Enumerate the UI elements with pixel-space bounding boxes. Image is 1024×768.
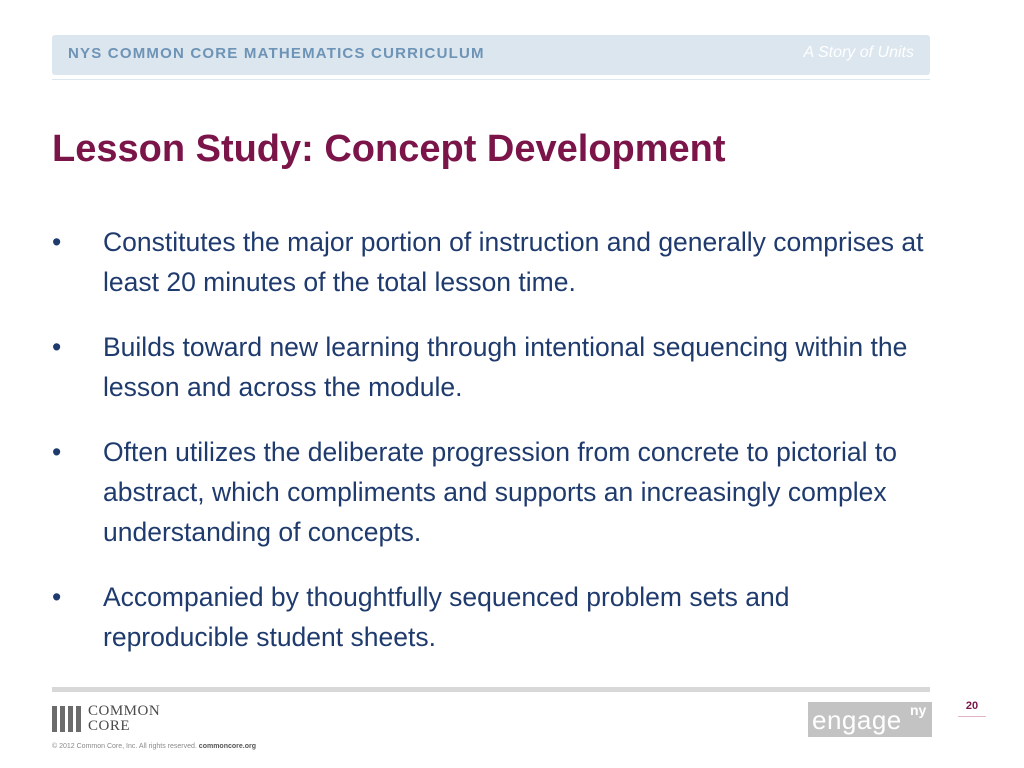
story-label: A Story of Units <box>803 44 914 61</box>
bullet-icon: • <box>52 437 62 467</box>
bullet-text: Builds toward new learning through intentional sequencing within the lesson and across the module. <box>103 332 908 402</box>
bullet-icon: • <box>52 332 62 362</box>
bullet-text: Accompanied by thoughtfully sequenced problem sets and reproducible student sheets. <box>103 582 790 652</box>
copyright-link[interactable]: commoncore.org <box>198 743 256 750</box>
engageny-logo: engage ny <box>808 702 932 737</box>
copyright-notice: © 2012 Common Core, Inc. All rights reserved. commoncore.org <box>52 743 256 750</box>
header-bar <box>52 35 930 75</box>
slide-title: Lesson Study: Concept Development <box>52 128 726 170</box>
bullet-text: Often utilizes the deliberate progression from concrete to pictorial to abstract, which compliments and supports an increasingly complex understanding of concepts. <box>103 437 897 547</box>
bullet-item <box>52 577 932 657</box>
bullet-item <box>52 222 932 302</box>
page-number-underline <box>958 716 986 717</box>
footer-divider <box>52 687 930 692</box>
common-core-logo <box>52 704 202 734</box>
page-number: 20 <box>965 700 979 712</box>
bullet-icon: • <box>52 582 62 612</box>
bullet-list <box>52 222 932 682</box>
bullet-item <box>52 327 932 407</box>
bullet-icon: • <box>52 227 62 257</box>
header-divider <box>52 79 930 80</box>
logo-text: COMMON CORE <box>88 703 161 734</box>
bullet-text: Constitutes the major portion of instruction and generally comprises at least 20 minutes of the total lesson time. <box>103 227 924 297</box>
bullet-item <box>52 432 932 552</box>
curriculum-label: NYS COMMON CORE MATHEMATICS CURRICULUM <box>68 45 485 62</box>
